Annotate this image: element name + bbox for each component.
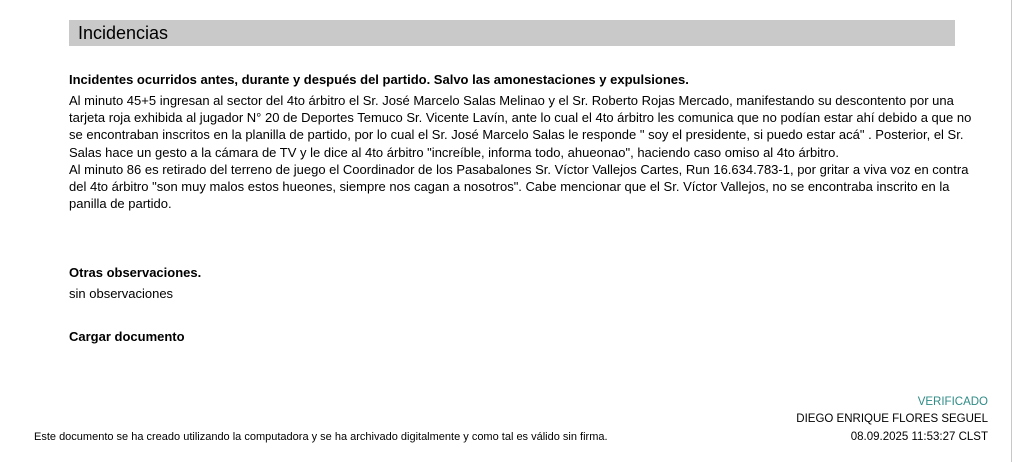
footer-disclaimer: Este documento se ha creado utilizando la computadora y se ha archivado digitalmente y como tal es válido sin firma. [34, 431, 608, 443]
section-title: Incidencias [78, 23, 169, 43]
incidents-heading: Incidentes ocurridos antes, durante y después del partido. Salvo las amonestaciones y expulsiones. [69, 72, 689, 87]
observations-heading: Otras observaciones. [69, 265, 202, 280]
verified-status: VERIFICADO [917, 396, 988, 408]
observations-text: sin observaciones [69, 286, 174, 301]
incident-paragraph: Al minuto 45+5 ingresan al sector del 4to árbitro el Sr. José Marcelo Salas Melinao y el Sr. Roberto Rojas Mercado, manifestando su descontento por una tarjeta roja exhibida al jugador N° 20 de Deportes Temuco Sr. Vicente Lavín, ante lo cual el 4to árbitro les comunica que no podían estar ahí debido a que no se encontraban inscritos en la planilla de partido, por lo cual el Sr. José Marcelo Salas le responde " soy el presidente, si puedo estar acá" . Posterior, el Sr. Salas hace un gesto a la cámara de TV y le dice al 4to árbitro "increíble, informa todo, ahueonao", haciendo caso omiso al 4to árbitro. [69, 93, 972, 160]
incident-paragraph: Al minuto 86 es retirado del terreno de juego el Coordinador de los Pasabalones Sr. Víctor Vallejos Cartes, Run 16.634.783-1, por gritar a viva voz en contra del 4to árbitro "son muy malos estos hueones, siempre nos cagan a nosotros". Cabe mencionar que el Sr. Víctor Vallejos, no se encontraba inscrito en la panilla de partido. [69, 161, 969, 212]
signature-datetime: 08.09.2025 11:53:27 CLST [850, 431, 988, 443]
signer-name: DIEGO ENRIQUE FLORES SEGUEL [796, 413, 988, 425]
upload-document-heading: Cargar documento [69, 329, 185, 344]
page-right-border [1011, 0, 1012, 462]
section-header-incidencias [69, 20, 955, 46]
incidents-body [69, 92, 974, 212]
